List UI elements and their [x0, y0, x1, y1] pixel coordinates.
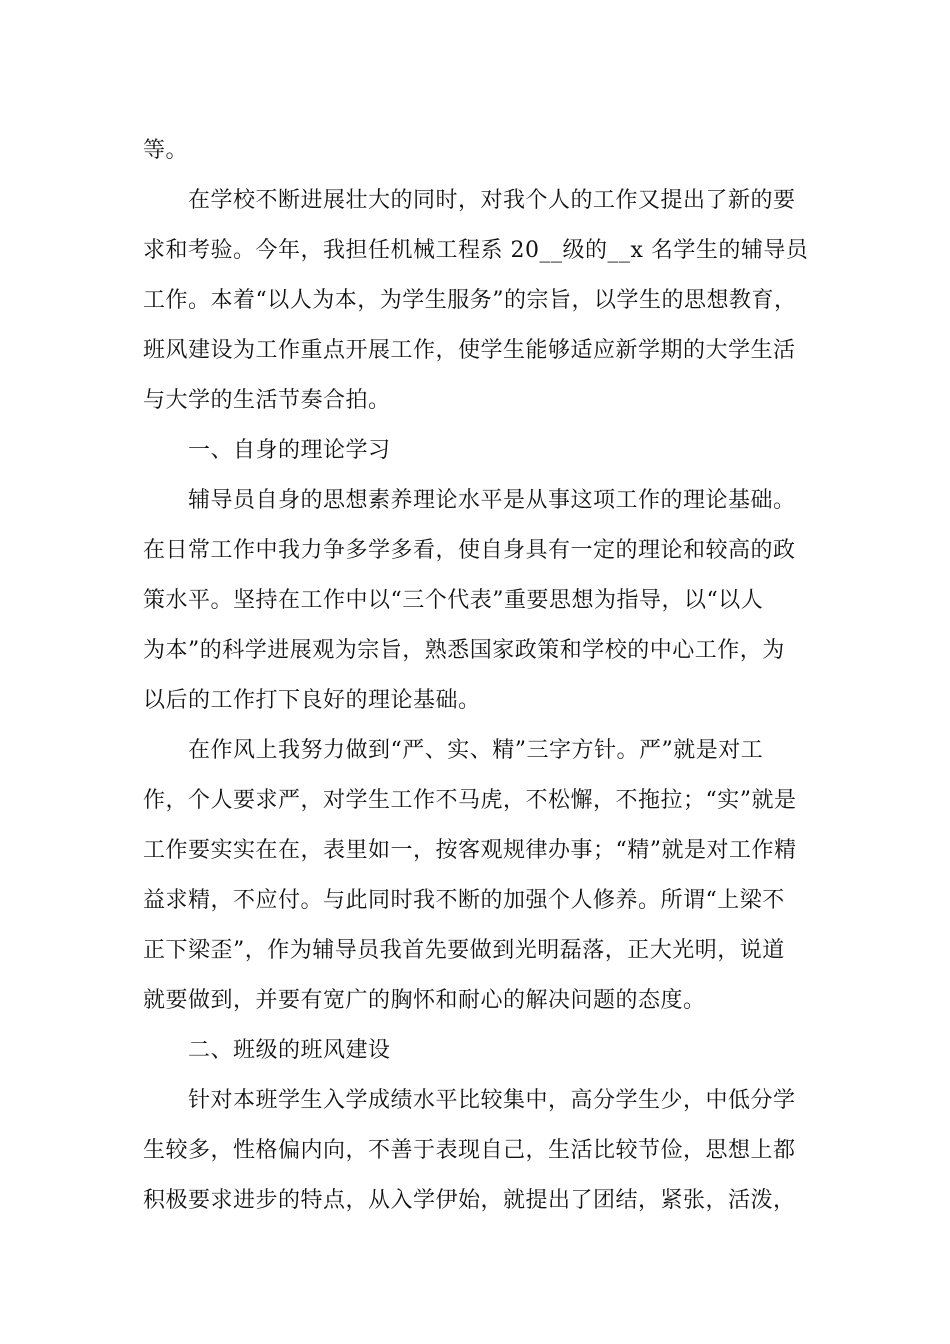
text-line: 积极要求进步的特点，从入学伊始，就提出了团结，紧张，活泼，	[143, 1188, 796, 1213]
paragraph-first-line: 在学校不断进展壮大的同时，对我个人的工作又提出了新的要	[188, 188, 796, 213]
paragraph-first-line: 辅导员自身的思想素养理论水平是从事这项工作的理论基础。	[188, 488, 796, 513]
text-line: 策水平。坚持在工作中以“三个代表”重要思想为指导，以“以人	[143, 588, 764, 613]
paragraph-first-line: 针对本班学生入学成绩水平比较集中，高分学生少，中低分学	[188, 1088, 796, 1113]
paragraph-first-line: 在作风上我努力做到“严、实、精”三字方针。严”就是对工	[188, 738, 764, 763]
text-line: 以后的工作打下良好的理论基础。	[143, 688, 481, 713]
text-line: 工作。本着“以人为本，为学生服务”的宗旨，以学生的思想教育，	[143, 288, 797, 313]
text-line: 在日常工作中我力争多学多看，使自身具有一定的理论和较高的政	[143, 538, 796, 563]
text-line: 班风建设为工作重点开展工作，使学生能够适应新学期的大学生活	[143, 338, 796, 363]
text-line: 生较多，性格偏内向，不善于表现自己，生活比较节俭，思想上都	[143, 1138, 796, 1163]
text-line: 正下梁歪”，作为辅导员我首先要做到光明磊落，正大光明，说道	[143, 938, 785, 963]
text-line: 为本”的科学进展观为宗旨，熟悉国家政策和学校的中心工作，为	[143, 638, 785, 663]
text-line: 就要做到，并要有宽广的胸怀和耐心的解决问题的态度。	[143, 988, 706, 1013]
text-line: 求和考验。今年，我担任机械工程系 20__级的__x 名学生的辅导员	[143, 238, 809, 263]
text-line: 工作要实实在在，表里如一，按客观规律办事；“精”就是对工作精	[143, 838, 797, 863]
section-heading: 一、自身的理论学习	[188, 438, 391, 463]
text-line: 作，个人要求严，对学生工作不马虎，不松懈，不拖拉；“实”就是	[143, 788, 797, 813]
section-heading: 二、班级的班风建设	[188, 1038, 391, 1063]
text-line: 益求精，不应付。与此同时我不断的加强个人修养。所谓“上梁不	[143, 888, 785, 913]
text-line: 与大学的生活节奏合拍。	[143, 388, 391, 413]
text-line: 等。	[143, 138, 189, 163]
